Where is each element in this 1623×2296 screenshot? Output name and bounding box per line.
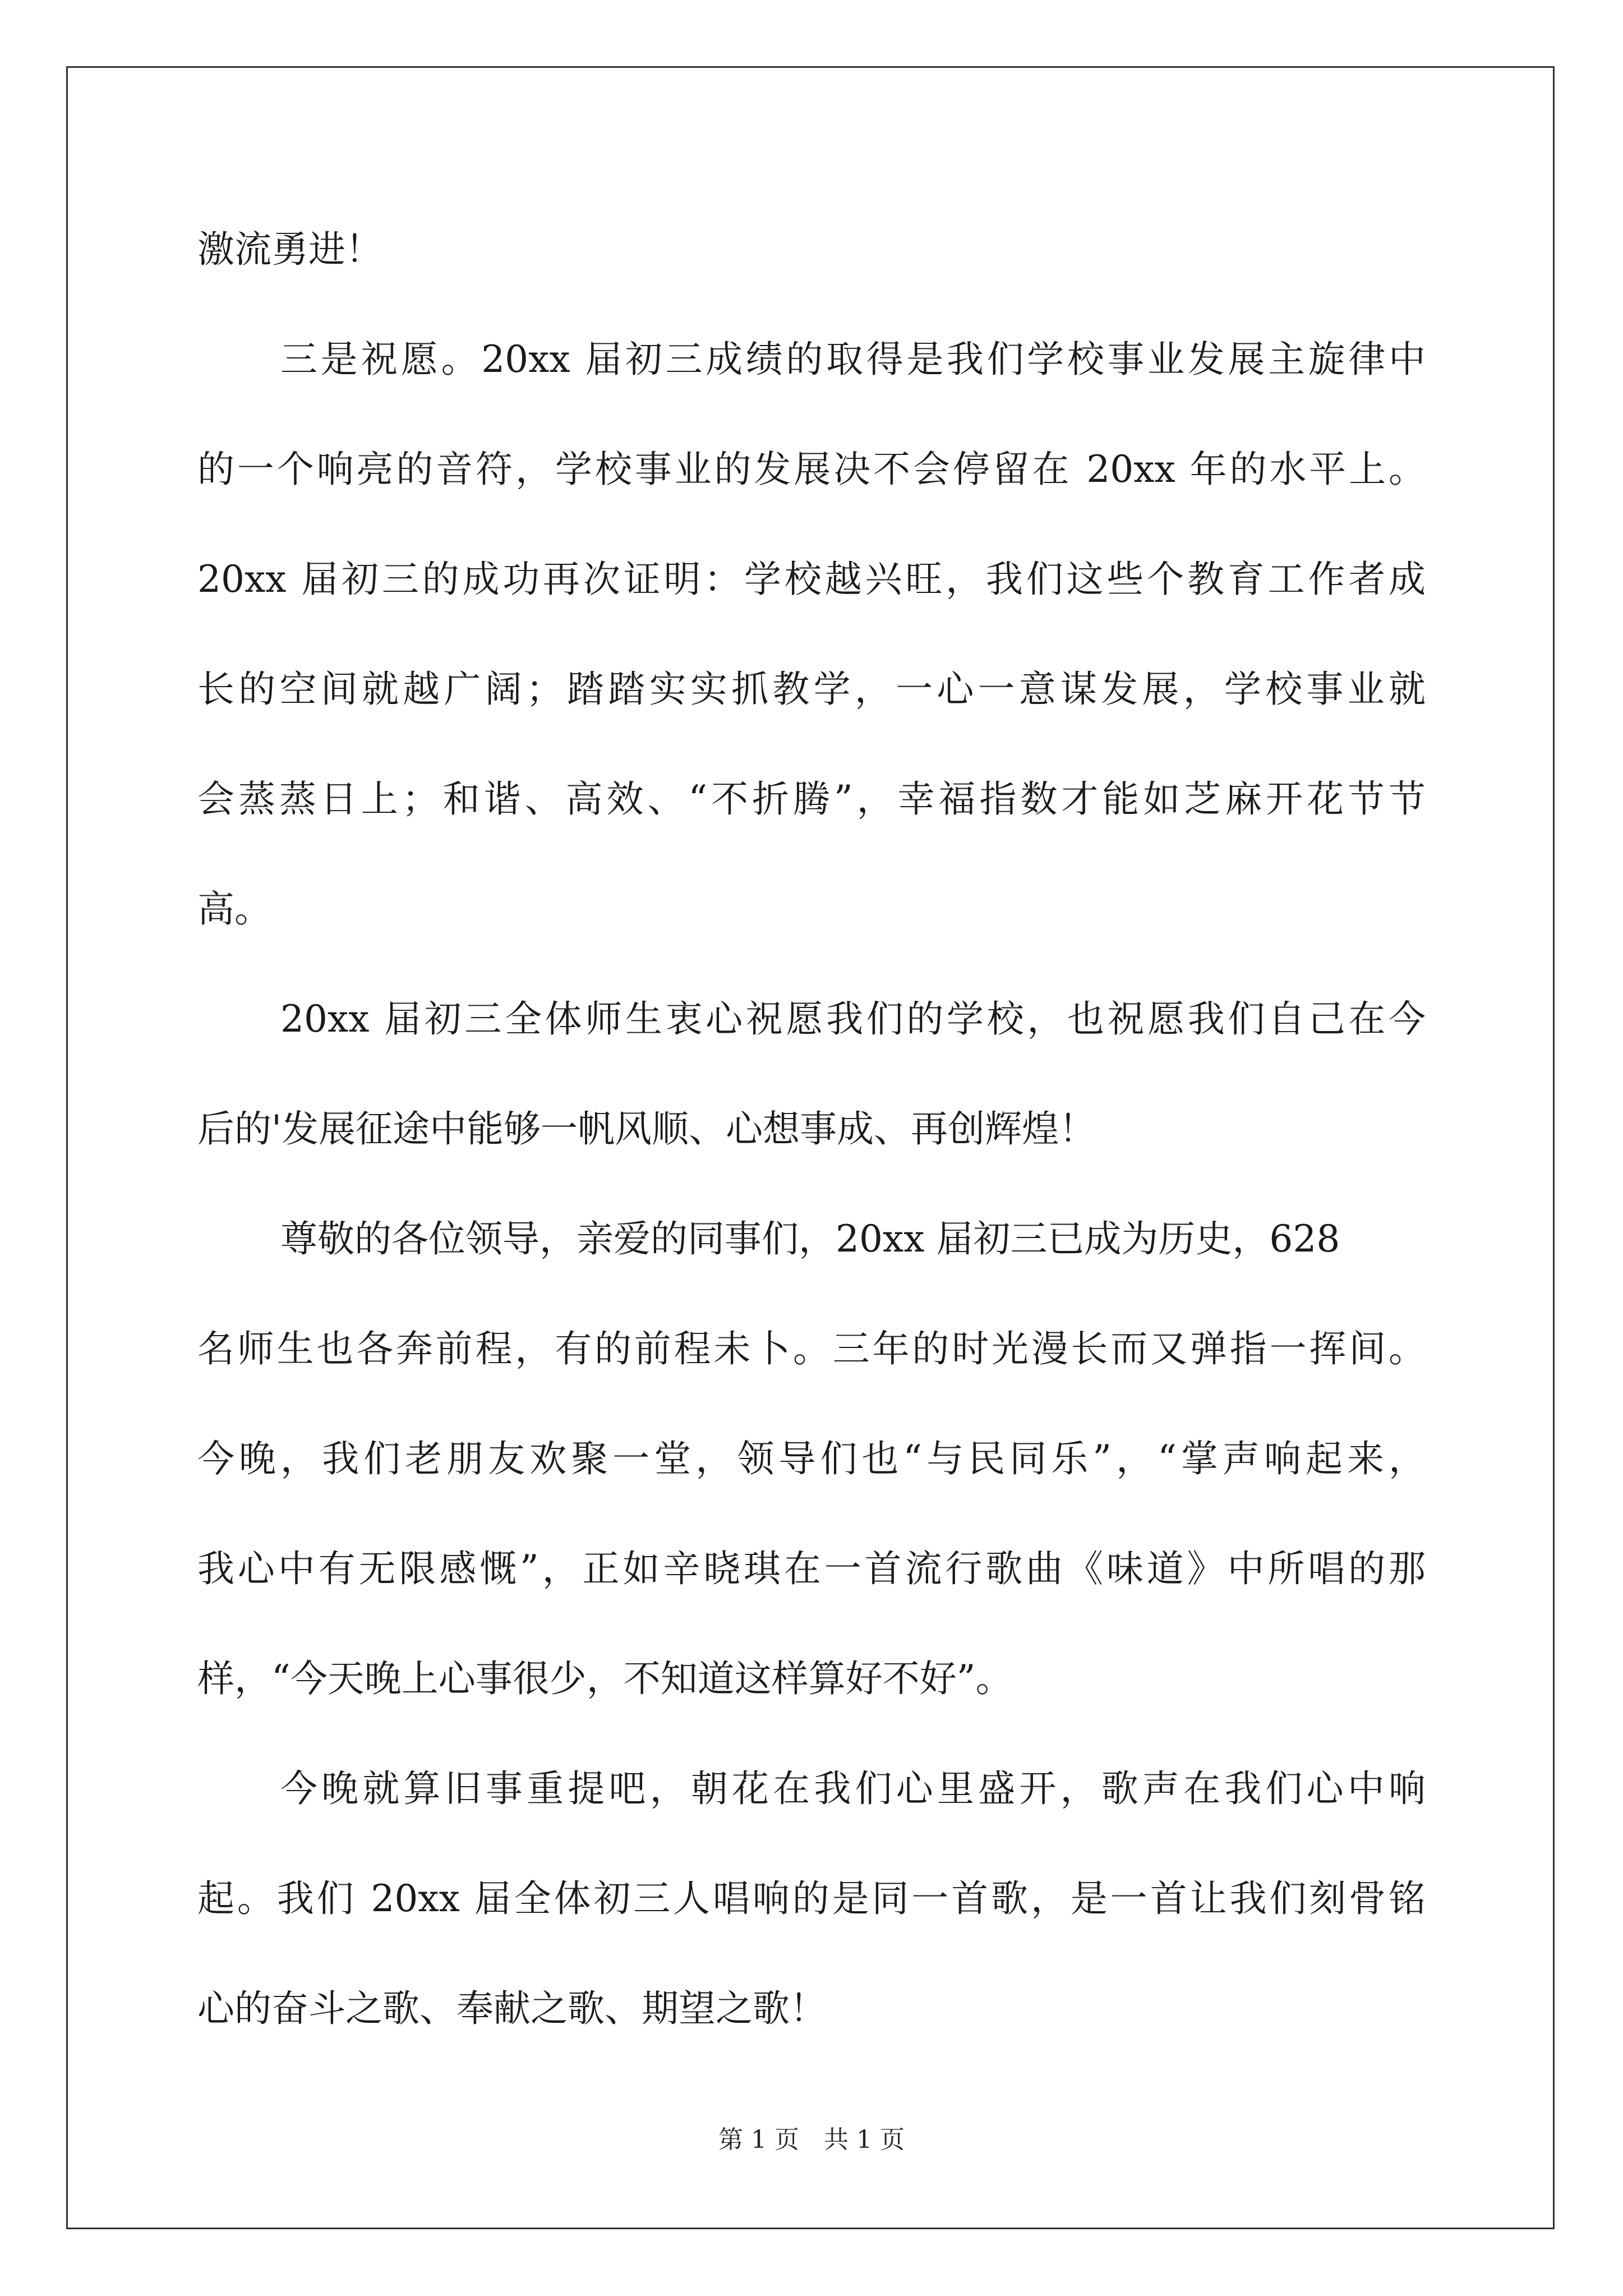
- text-line: 长的空间就越广阔；踏踏实实抓教学，一心一意谋发展，学校事业就: [197, 668, 1426, 711]
- text-line: 我心中有无限感慨”，正如辛晓琪在一首流行歌曲《味道》中所唱的那: [197, 1547, 1426, 1590]
- text-line: 样，“今天晚上心事很少，不知道这样算好不好”。: [197, 1657, 1013, 1700]
- paragraph-first-line: 尊敬的各位领导，亲爱的同事们，20xx 届初三已成为历史，628: [280, 1217, 1340, 1260]
- text-line: 激流勇进！: [197, 228, 382, 271]
- page-number-footer: 第 1 页 共 1 页: [718, 2125, 905, 2154]
- text-line: 的一个响亮的音符，学校事业的发展决不会停留在 20xx 年的水平上。: [197, 448, 1426, 491]
- text-line: 20xx 届初三的成功再次证明：学校越兴旺，我们这些个教育工作者成: [197, 558, 1426, 601]
- paragraph-first-line: 今晚就算旧事重提吧，朝花在我们心里盛开，歌声在我们心中响: [280, 1767, 1426, 1810]
- text-line: 后的'发展征途中能够一帆风顺、心想事成、再创辉煌！: [197, 1107, 1096, 1151]
- text-line: 心的奋斗之歌、奉献之歌、期望之歌！: [197, 1987, 827, 2030]
- text-line: 今晚，我们老朋友欢聚一堂，领导们也“与民同乐”，“掌声响起来，: [197, 1437, 1426, 1480]
- text-line: 起。我们 20xx 届全体初三人唱响的是同一首歌，是一首让我们刻骨铭: [197, 1877, 1426, 1920]
- paragraph-first-line: 20xx 届初三全体师生衷心祝愿我们的学校，也祝愿我们自己在今: [280, 997, 1426, 1041]
- text-line: 会蒸蒸日上；和谐、高效、“不折腾”，幸福指数才能如芝麻开花节节: [197, 777, 1426, 821]
- text-line: 名师生也各奔前程，有的前程未卜。三年的时光漫长而又弹指一挥间。: [197, 1327, 1426, 1370]
- text-line: 高。: [197, 887, 271, 931]
- paragraph-first-line: 三是祝愿。20xx 届初三成绩的取得是我们学校事业发展主旋律中: [280, 338, 1426, 381]
